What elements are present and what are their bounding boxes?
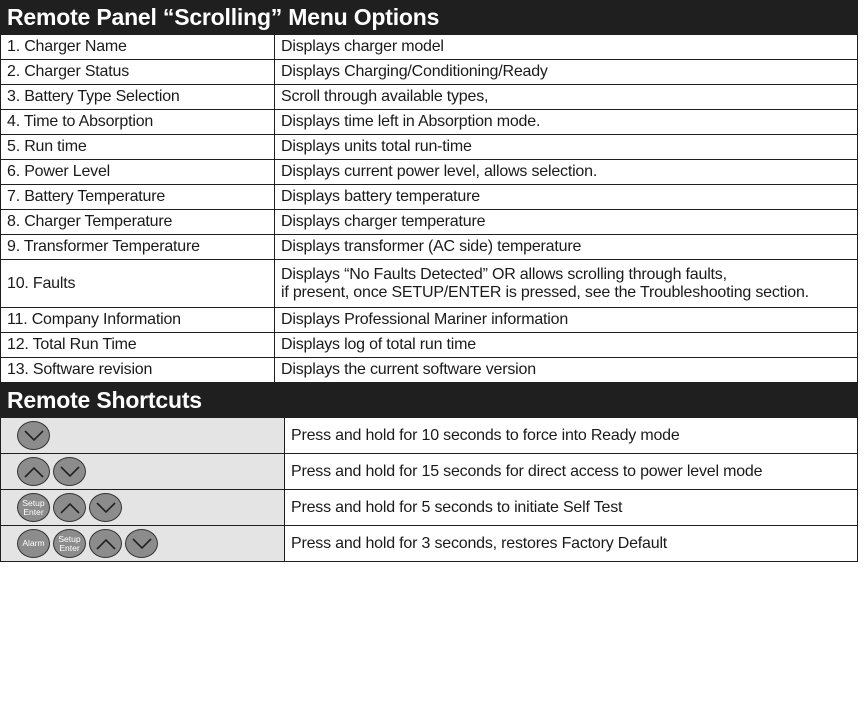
menu-item-description: Displays units total run-time <box>275 135 858 160</box>
shortcut-row <box>1 490 858 526</box>
menu-row <box>1 60 858 85</box>
menu-item-name: 10. Faults <box>1 260 275 308</box>
menu-item-description: Scroll through available types, <box>275 85 858 110</box>
menu-item-description: Displays the current software version <box>275 358 858 383</box>
menu-item-description: Displays Professional Mariner information <box>275 308 858 333</box>
menu-row <box>1 185 858 210</box>
shortcut-description: Press and hold for 15 seconds for direct access to power level mode <box>285 454 858 490</box>
menu-row <box>1 35 858 60</box>
menu-row <box>1 333 858 358</box>
menu-item-name: 2. Charger Status <box>1 60 275 85</box>
description-line: if present, once SETUP/ENTER is pressed, see the Troubleshooting section. <box>281 283 809 301</box>
setup-label: Setup <box>22 497 45 508</box>
menu-item-name: 9. Transformer Temperature <box>1 235 275 260</box>
remote-shortcuts-table <box>0 417 858 562</box>
menu-row <box>1 260 858 308</box>
alarm-label: Alarm <box>22 538 45 548</box>
menu-item-description: Displays Charging/Conditioning/Ready <box>275 60 858 85</box>
chevron-down-button-icon <box>53 457 86 486</box>
menu-item-name: 13. Software revision <box>1 358 275 383</box>
chevron-up-button-icon <box>89 529 122 558</box>
menu-item-name: 6. Power Level <box>1 160 275 185</box>
shortcut-buttons-cell <box>1 526 285 562</box>
menu-item-name: 11. Company Information <box>1 308 275 333</box>
menu-item-name: 1. Charger Name <box>1 35 275 60</box>
menu-options-table <box>0 34 858 383</box>
chevron-up-button-icon <box>17 457 50 486</box>
menu-options-header: Remote Panel “Scrolling” Menu Options <box>0 0 858 34</box>
shortcut-row <box>1 454 858 490</box>
remote-shortcuts-header: Remote Shortcuts <box>0 383 858 417</box>
shortcut-description: Press and hold for 3 seconds, restores Factory Default <box>285 526 858 562</box>
alarm-button-icon <box>17 529 50 558</box>
shortcut-row <box>1 526 858 562</box>
menu-item-description: Displays battery temperature <box>275 185 858 210</box>
menu-row <box>1 358 858 383</box>
chevron-down-button-icon <box>17 421 50 450</box>
menu-item-description: Displays log of total run time <box>275 333 858 358</box>
menu-row <box>1 235 858 260</box>
setup-enter-button-icon <box>17 493 50 522</box>
description-line: Displays “No Faults Detected” OR allows scrolling through faults, <box>281 265 727 283</box>
setup-label: Setup <box>58 533 81 544</box>
shortcut-description: Press and hold for 10 seconds to force into Ready mode <box>285 418 858 454</box>
menu-item-name: 5. Run time <box>1 135 275 160</box>
enter-label: Enter <box>23 506 44 517</box>
shortcut-description: Press and hold for 5 seconds to initiate Self Test <box>285 490 858 526</box>
chevron-down-button-icon <box>89 493 122 522</box>
menu-row <box>1 308 858 333</box>
setup-enter-button-icon <box>53 529 86 558</box>
shortcut-buttons-cell <box>1 454 285 490</box>
menu-item-description: Displays charger temperature <box>275 210 858 235</box>
chevron-up-button-icon <box>53 493 86 522</box>
enter-label: Enter <box>59 542 80 553</box>
menu-row <box>1 160 858 185</box>
shortcut-buttons-cell <box>1 418 285 454</box>
menu-row <box>1 110 858 135</box>
menu-item-name: 7. Battery Temperature <box>1 185 275 210</box>
menu-item-name: 4. Time to Absorption <box>1 110 275 135</box>
menu-item-description <box>275 260 858 308</box>
chevron-down-button-icon <box>125 529 158 558</box>
menu-item-name: 12. Total Run Time <box>1 333 275 358</box>
menu-item-name: 8. Charger Temperature <box>1 210 275 235</box>
menu-row <box>1 135 858 160</box>
menu-item-description: Displays current power level, allows selection. <box>275 160 858 185</box>
menu-item-description: Displays time left in Absorption mode. <box>275 110 858 135</box>
menu-item-description: Displays transformer (AC side) temperature <box>275 235 858 260</box>
menu-item-name: 3. Battery Type Selection <box>1 85 275 110</box>
shortcut-row <box>1 418 858 454</box>
shortcut-buttons-cell <box>1 490 285 526</box>
menu-row <box>1 85 858 110</box>
menu-row <box>1 210 858 235</box>
menu-item-description: Displays charger model <box>275 35 858 60</box>
